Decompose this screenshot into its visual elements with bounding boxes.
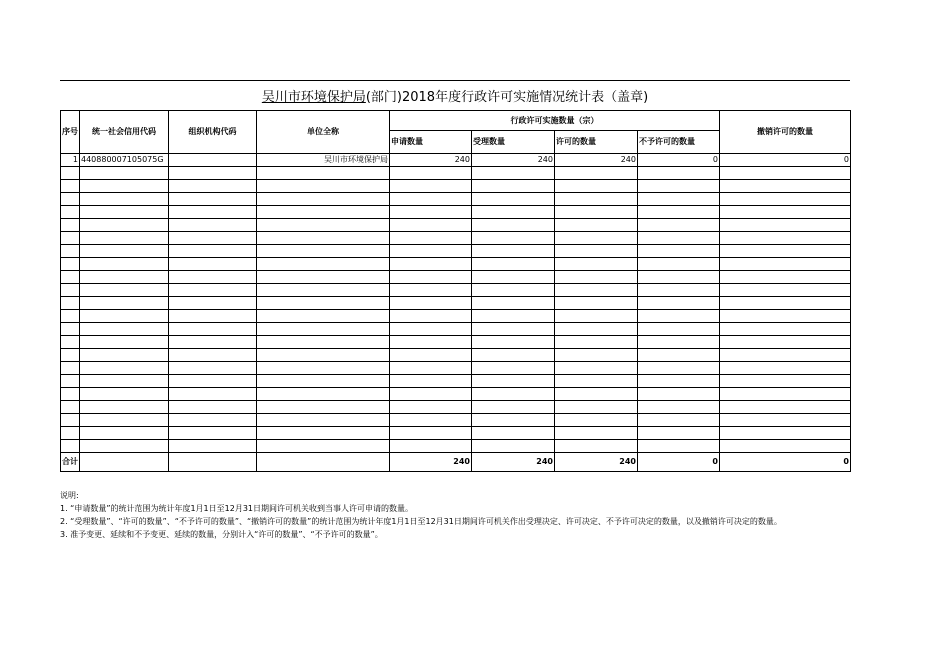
empty-cell bbox=[472, 388, 555, 401]
empty-cell bbox=[638, 284, 720, 297]
empty-cell bbox=[555, 349, 638, 362]
table-row bbox=[61, 271, 851, 284]
empty-cell bbox=[555, 414, 638, 427]
empty-cell bbox=[472, 401, 555, 414]
empty-cell bbox=[61, 323, 80, 336]
empty-cell bbox=[257, 349, 390, 362]
table-row bbox=[61, 427, 851, 440]
empty-cell bbox=[720, 362, 851, 375]
table-row bbox=[61, 362, 851, 375]
empty-cell bbox=[257, 388, 390, 401]
empty-cell bbox=[61, 245, 80, 258]
empty-cell bbox=[169, 427, 257, 440]
cell-unit-name: 吴川市环境保护局 bbox=[257, 154, 390, 167]
table-row bbox=[61, 154, 851, 167]
empty-cell bbox=[257, 219, 390, 232]
empty-cell bbox=[555, 310, 638, 323]
empty-cell bbox=[80, 180, 169, 193]
empty-cell bbox=[555, 362, 638, 375]
total-denied: 0 bbox=[638, 453, 720, 472]
empty-cell bbox=[169, 206, 257, 219]
empty-cell bbox=[390, 349, 472, 362]
empty-cell bbox=[472, 258, 555, 271]
header-row-1 bbox=[61, 111, 851, 131]
empty-cell bbox=[720, 206, 851, 219]
cell-applied: 240 bbox=[390, 154, 472, 167]
empty-cell bbox=[257, 414, 390, 427]
empty-cell bbox=[169, 219, 257, 232]
empty-cell bbox=[390, 219, 472, 232]
table-row bbox=[61, 258, 851, 271]
empty-cell bbox=[390, 323, 472, 336]
empty-cell bbox=[257, 440, 390, 453]
empty-cell bbox=[61, 401, 80, 414]
empty-cell bbox=[720, 310, 851, 323]
notes bbox=[60, 489, 850, 541]
empty-cell bbox=[638, 388, 720, 401]
empty-cell bbox=[61, 375, 80, 388]
empty-cell bbox=[555, 206, 638, 219]
empty-cell bbox=[720, 401, 851, 414]
empty-cell bbox=[169, 362, 257, 375]
total-applied: 240 bbox=[390, 453, 472, 472]
empty-cell bbox=[555, 167, 638, 180]
empty-cell bbox=[472, 167, 555, 180]
empty-cell bbox=[169, 167, 257, 180]
empty-cell bbox=[638, 193, 720, 206]
empty-cell bbox=[80, 336, 169, 349]
note-item: 2. “受理数量”、“许可的数量”、“不予许可的数量”、“撤销许可的数量”的统计范围为统计年度1月1日至12月31日期间许可机关作出受理决定、许可决定、不予许可决定的数量，以及撤销许可决定的数量。 bbox=[60, 517, 782, 526]
title-unit: 吴川市环境保护局 bbox=[261, 90, 366, 105]
empty-cell bbox=[472, 245, 555, 258]
empty-cell bbox=[720, 232, 851, 245]
total-unit-name bbox=[257, 453, 390, 472]
empty-cell bbox=[472, 310, 555, 323]
empty-cell bbox=[169, 349, 257, 362]
total-org-code bbox=[169, 453, 257, 472]
empty-cell bbox=[638, 440, 720, 453]
empty-cell bbox=[390, 284, 472, 297]
empty-cell bbox=[257, 362, 390, 375]
empty-cell bbox=[390, 414, 472, 427]
table-row bbox=[61, 167, 851, 180]
empty-cell bbox=[555, 375, 638, 388]
empty-cell bbox=[80, 310, 169, 323]
table-row bbox=[61, 323, 851, 336]
cell-granted: 240 bbox=[555, 154, 638, 167]
title-rest: (部门)2018年度行政许可实施情况统计表（盖章) bbox=[365, 90, 649, 105]
empty-cell bbox=[390, 245, 472, 258]
empty-cell bbox=[80, 232, 169, 245]
empty-cell bbox=[555, 258, 638, 271]
empty-cell bbox=[169, 375, 257, 388]
empty-cell bbox=[257, 284, 390, 297]
table-row bbox=[61, 310, 851, 323]
empty-cell bbox=[257, 180, 390, 193]
empty-cell bbox=[169, 414, 257, 427]
empty-cell bbox=[720, 193, 851, 206]
empty-cell bbox=[555, 245, 638, 258]
cell-seq: 1 bbox=[61, 154, 80, 167]
empty-cell bbox=[169, 271, 257, 284]
empty-cell bbox=[390, 258, 472, 271]
empty-cell bbox=[61, 180, 80, 193]
empty-cell bbox=[80, 375, 169, 388]
empty-cell bbox=[257, 401, 390, 414]
empty-cell bbox=[61, 271, 80, 284]
total-revoked: 0 bbox=[720, 453, 851, 472]
empty-cell bbox=[638, 336, 720, 349]
empty-cell bbox=[390, 375, 472, 388]
empty-cell bbox=[720, 219, 851, 232]
empty-cell bbox=[638, 401, 720, 414]
empty-cell bbox=[61, 310, 80, 323]
table-row bbox=[61, 193, 851, 206]
empty-cell bbox=[169, 336, 257, 349]
empty-cell bbox=[472, 427, 555, 440]
header-unit-name: 单位全称 bbox=[257, 111, 390, 154]
empty-cell bbox=[555, 180, 638, 193]
note-item: 1. “申请数量”的统计范围为统计年度1月1日至12月31日期间许可机关收到当事人许可申请的数量。 bbox=[60, 504, 413, 513]
empty-cell bbox=[720, 245, 851, 258]
empty-cell bbox=[555, 440, 638, 453]
empty-cell bbox=[169, 401, 257, 414]
empty-cell bbox=[257, 167, 390, 180]
empty-cell bbox=[720, 167, 851, 180]
empty-cell bbox=[472, 219, 555, 232]
header-revoked: 撤销许可的数量 bbox=[720, 111, 851, 154]
top-rule bbox=[60, 80, 850, 81]
empty-cell bbox=[720, 336, 851, 349]
empty-cell bbox=[257, 245, 390, 258]
header-group: 行政许可实施数量（宗） bbox=[390, 111, 720, 131]
empty-cell bbox=[257, 297, 390, 310]
empty-cell bbox=[638, 180, 720, 193]
empty-cell bbox=[720, 427, 851, 440]
empty-cell bbox=[80, 414, 169, 427]
table-row bbox=[61, 284, 851, 297]
empty-cell bbox=[169, 180, 257, 193]
empty-cell bbox=[61, 206, 80, 219]
total-label: 合计 bbox=[61, 453, 80, 472]
empty-cell bbox=[390, 193, 472, 206]
empty-cell bbox=[638, 258, 720, 271]
empty-cell bbox=[472, 362, 555, 375]
empty-cell bbox=[638, 245, 720, 258]
empty-cell bbox=[555, 427, 638, 440]
empty-cell bbox=[472, 414, 555, 427]
empty-cell bbox=[720, 271, 851, 284]
empty-cell bbox=[555, 193, 638, 206]
cell-org-code bbox=[169, 154, 257, 167]
empty-cell bbox=[555, 271, 638, 284]
empty-cell bbox=[80, 349, 169, 362]
empty-cell bbox=[80, 206, 169, 219]
empty-cell bbox=[720, 284, 851, 297]
empty-cell bbox=[61, 284, 80, 297]
empty-cell bbox=[169, 245, 257, 258]
statistics-table bbox=[60, 110, 851, 472]
empty-cell bbox=[257, 206, 390, 219]
empty-cell bbox=[555, 401, 638, 414]
empty-cell bbox=[61, 388, 80, 401]
empty-cell bbox=[555, 284, 638, 297]
empty-cell bbox=[61, 440, 80, 453]
empty-cell bbox=[80, 271, 169, 284]
empty-cell bbox=[61, 258, 80, 271]
empty-cell bbox=[390, 206, 472, 219]
empty-cell bbox=[720, 258, 851, 271]
empty-cell bbox=[61, 414, 80, 427]
empty-cell bbox=[80, 193, 169, 206]
empty-cell bbox=[472, 284, 555, 297]
table-row bbox=[61, 401, 851, 414]
table-row bbox=[61, 245, 851, 258]
empty-cell bbox=[61, 362, 80, 375]
empty-cell bbox=[80, 362, 169, 375]
note-item: 3. 准予变更、延续和不予变更、延续的数量，分别计入“许可的数量”、“不予许可的数量”。 bbox=[60, 530, 383, 539]
table-row bbox=[61, 336, 851, 349]
cell-denied: 0 bbox=[638, 154, 720, 167]
empty-cell bbox=[80, 258, 169, 271]
empty-cell bbox=[638, 414, 720, 427]
empty-cell bbox=[169, 193, 257, 206]
empty-cell bbox=[390, 232, 472, 245]
empty-cell bbox=[638, 232, 720, 245]
empty-cell bbox=[638, 271, 720, 284]
empty-cell bbox=[169, 310, 257, 323]
empty-cell bbox=[61, 349, 80, 362]
empty-cell bbox=[80, 440, 169, 453]
empty-cell bbox=[720, 180, 851, 193]
empty-cell bbox=[61, 193, 80, 206]
empty-cell bbox=[472, 206, 555, 219]
empty-cell bbox=[638, 297, 720, 310]
empty-cell bbox=[257, 323, 390, 336]
empty-cell bbox=[257, 258, 390, 271]
table-row bbox=[61, 388, 851, 401]
empty-cell bbox=[61, 219, 80, 232]
empty-cell bbox=[472, 336, 555, 349]
empty-cell bbox=[555, 323, 638, 336]
empty-cell bbox=[390, 167, 472, 180]
empty-cell bbox=[80, 388, 169, 401]
empty-cell bbox=[390, 271, 472, 284]
empty-cell bbox=[80, 323, 169, 336]
table-row bbox=[61, 206, 851, 219]
empty-cell bbox=[257, 193, 390, 206]
empty-cell bbox=[390, 362, 472, 375]
empty-cell bbox=[472, 323, 555, 336]
empty-cell bbox=[390, 180, 472, 193]
empty-cell bbox=[257, 232, 390, 245]
empty-cell bbox=[80, 284, 169, 297]
empty-cell bbox=[390, 427, 472, 440]
empty-cell bbox=[638, 375, 720, 388]
empty-cell bbox=[169, 232, 257, 245]
total-credit-code bbox=[80, 453, 169, 472]
empty-cell bbox=[80, 297, 169, 310]
table-row bbox=[61, 219, 851, 232]
empty-cell bbox=[80, 401, 169, 414]
empty-cell bbox=[390, 297, 472, 310]
header-accepted: 受理数量 bbox=[472, 131, 555, 154]
empty-cell bbox=[638, 219, 720, 232]
empty-cell bbox=[472, 271, 555, 284]
empty-cell bbox=[638, 167, 720, 180]
table-row bbox=[61, 440, 851, 453]
table-row bbox=[61, 414, 851, 427]
empty-cell bbox=[638, 323, 720, 336]
empty-cell bbox=[720, 440, 851, 453]
empty-cell bbox=[80, 427, 169, 440]
empty-cell bbox=[61, 167, 80, 180]
empty-cell bbox=[555, 232, 638, 245]
table-row bbox=[61, 232, 851, 245]
total-row bbox=[61, 453, 851, 472]
empty-cell bbox=[169, 258, 257, 271]
empty-cell bbox=[638, 206, 720, 219]
empty-cell bbox=[169, 284, 257, 297]
empty-cell bbox=[638, 349, 720, 362]
empty-cell bbox=[80, 167, 169, 180]
empty-cell bbox=[555, 336, 638, 349]
empty-cell bbox=[472, 180, 555, 193]
table-row bbox=[61, 375, 851, 388]
empty-cell bbox=[257, 271, 390, 284]
empty-cell bbox=[638, 427, 720, 440]
empty-cell bbox=[169, 388, 257, 401]
empty-cell bbox=[555, 297, 638, 310]
cell-revoked: 0 bbox=[720, 154, 851, 167]
empty-cell bbox=[720, 414, 851, 427]
empty-cell bbox=[472, 297, 555, 310]
empty-cell bbox=[169, 323, 257, 336]
notes-heading: 说明: bbox=[60, 491, 79, 500]
empty-cell bbox=[720, 349, 851, 362]
table-row bbox=[61, 180, 851, 193]
empty-cell bbox=[472, 232, 555, 245]
empty-cell bbox=[720, 323, 851, 336]
empty-cell bbox=[61, 427, 80, 440]
table-body bbox=[61, 111, 851, 472]
empty-cell bbox=[169, 440, 257, 453]
empty-cell bbox=[638, 310, 720, 323]
empty-cell bbox=[472, 375, 555, 388]
header-seq: 序号 bbox=[61, 111, 80, 154]
empty-cell bbox=[169, 297, 257, 310]
empty-cell bbox=[80, 219, 169, 232]
empty-cell bbox=[390, 388, 472, 401]
empty-cell bbox=[472, 349, 555, 362]
empty-cell bbox=[257, 310, 390, 323]
header-granted: 许可的数量 bbox=[555, 131, 638, 154]
empty-cell bbox=[720, 375, 851, 388]
empty-cell bbox=[61, 336, 80, 349]
table-row bbox=[61, 349, 851, 362]
header-denied: 不予许可的数量 bbox=[638, 131, 720, 154]
header-applied: 申请数量 bbox=[390, 131, 472, 154]
total-granted: 240 bbox=[555, 453, 638, 472]
empty-cell bbox=[390, 336, 472, 349]
empty-cell bbox=[80, 245, 169, 258]
empty-cell bbox=[257, 336, 390, 349]
header-org-code: 组织机构代码 bbox=[169, 111, 257, 154]
empty-cell bbox=[638, 362, 720, 375]
cell-credit-code: 440880007105075G bbox=[80, 154, 169, 167]
empty-cell bbox=[472, 193, 555, 206]
cell-accepted: 240 bbox=[472, 154, 555, 167]
empty-cell bbox=[390, 310, 472, 323]
page-title bbox=[60, 86, 850, 105]
empty-cell bbox=[257, 375, 390, 388]
empty-cell bbox=[720, 388, 851, 401]
total-accepted: 240 bbox=[472, 453, 555, 472]
empty-cell bbox=[720, 297, 851, 310]
header-credit-code: 统一社会信用代码 bbox=[80, 111, 169, 154]
empty-cell bbox=[555, 219, 638, 232]
empty-cell bbox=[472, 440, 555, 453]
table-row bbox=[61, 297, 851, 310]
empty-cell bbox=[390, 440, 472, 453]
empty-cell bbox=[257, 427, 390, 440]
empty-cell bbox=[390, 401, 472, 414]
empty-cell bbox=[555, 388, 638, 401]
empty-cell bbox=[61, 232, 80, 245]
empty-cell bbox=[61, 297, 80, 310]
